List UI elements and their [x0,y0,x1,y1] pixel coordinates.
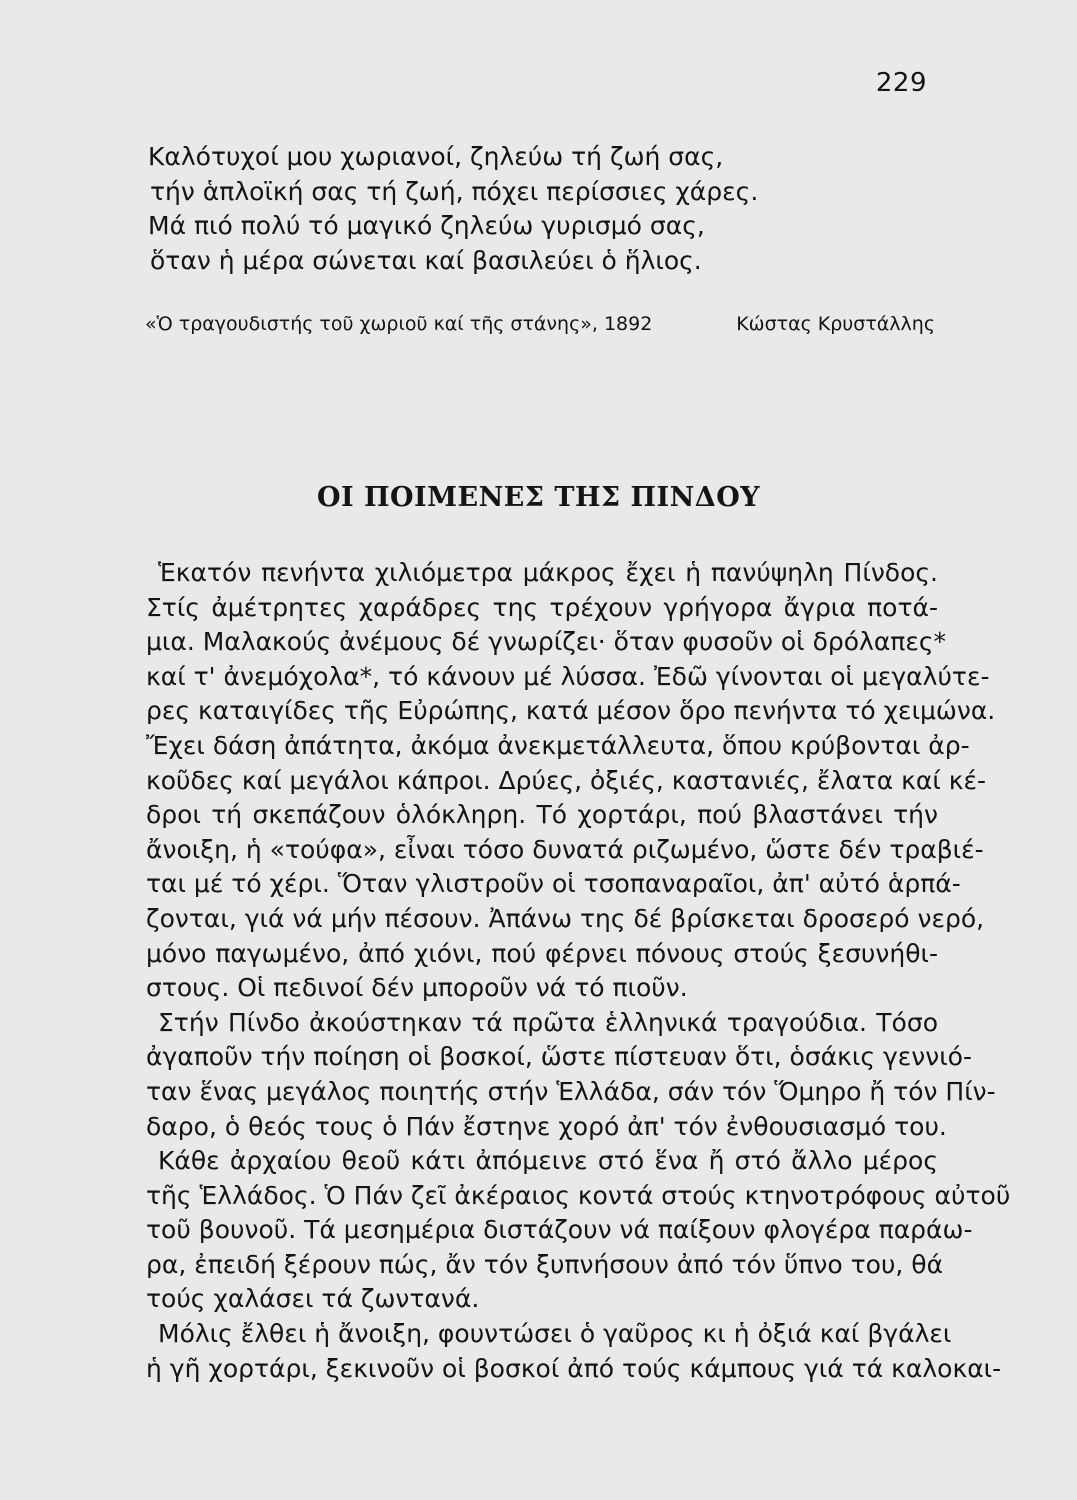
body-line: ζονται, γιά νά μήν πέσουν. Ἀπάνω της δέ βρίσκεται δροσερό νερό, [146,903,985,933]
body-line: Ἑκατόν πενήντα χιλιόμετρα μάκρος ἔχει ἡ πανύψηλη Πίνδος. [158,558,938,587]
citation-source: «Ὁ τραγουδιστής τοῦ χωριοῦ καί τῆς στάνης», 1892 [145,313,653,335]
poem-line: Μά πιό πολύ τό μαγικό ζηλεύω γυρισμό σας, [148,211,705,240]
body-line: ἡ γῆ χορτάρι, ξεκινοῦν οἱ βοσκοί ἀπό τούς κάμπους γιά τά καλοκαι- [146,1353,1002,1383]
page-number: 229 [875,68,927,98]
chapter-heading: ΟΙ ΠΟΙΜΕΝΕΣ ΤΗΣ ΠΙΝΔΟΥ [316,482,761,513]
citation-author: Κώστας Κρυστάλλης [736,313,935,335]
body-line: Κάθε ἀρχαίου θεοῦ κάτι ἀπόμεινε στό ἕνα ἤ στό ἄλλο μέρος [158,1146,938,1176]
body-line: κοῦδες καί μεγάλοι κάπροι. Δρύες, ὀξιές, καστανιές, ἔλατα καί κέ- [146,765,987,795]
poem-line: Καλότυχοί μου χωριανοί, ζηλεύω τή ζωή σας, [148,142,724,171]
body-line: ταν ἕνας μεγάλος ποιητής στήν Ἑλλάδα, σάν τόν Ὅμηρο ἤ τόν Πίν- [146,1076,996,1106]
body-text [146,556,1011,1386]
body-line: στους. Οἱ πεδινοί δέν μποροῦν νά τό πιοῦν. [146,973,688,1003]
body-line: μόνο παγωμένο, ἀπό χιόνι, πού φέρνει πόνους στούς ξεσυνήθι- [146,938,938,968]
body-line: Στίς ἀμέτρητες χαράδρες της τρέχουν γρήγορα ἄγρια ποτά- [146,592,938,622]
epigraph-citation [145,313,935,335]
body-line: ται μέ τό χέρι. Ὅταν γλιστροῦν οἱ τσοπαναραῖοι, ἀπ' αὐτό ἁρπά- [146,869,961,899]
epigraph-poem [148,140,948,278]
body-line: ρα, ἐπειδή ξέρουν πώς, ἄν τόν ξυπνήσουν ἀπό τόν ὕπνο του, θά [146,1249,944,1279]
body-line: δαρο, ὁ θεός τους ὁ Πάν ἔστηνε χορό ἀπ' τόν ἐνθουσιασμό του. [146,1111,947,1141]
body-line: Ἔχει δάση ἀπάτητα, ἀκόμα ἀνεκμετάλλευτα, ὅπου κρύβονται ἀρ- [146,730,970,760]
body-line: δροι τή σκεπάζουν ὁλόκληρη. Τό χορτάρι, πού βλαστάνει τήν [146,800,938,830]
body-line: ἀγαποῦν τήν ποίηση οἱ βοσκοί, ὥστε πίστευαν ὅτι, ὁσάκις γεννιό- [146,1042,972,1072]
body-line: Στήν Πίνδο ἀκούστηκαν τά πρῶτα ἑλληνικά τραγούδια. Τόσο [158,1007,938,1037]
body-line: τοῦ βουνοῦ. Τά μεσημέρια διστάζουν νά παίξουν φλογέρα παράω- [146,1215,973,1245]
body-line: τῆς Ἑλλάδος. Ὁ Πάν ζεῖ ἀκέραιος κοντά στούς κτηνοτρόφους αὐτοῦ [146,1180,1011,1210]
body-line: Μόλις ἔλθει ἡ ἄνοιξη, φουντώσει ὁ γαῦρος κι ἡ ὀξιά καί βγάλει [158,1319,952,1349]
body-line: καί τ' ἀνεμόχολα*, τό κάνουν μέ λύσσα. Ἐδῶ γίνονται οἱ μεγαλύτε- [146,661,990,691]
body-line: ρες καταιγίδες τῆς Εὐρώπης, κατά μέσον ὅρο πενήντα τό χειμώνα. [146,696,996,726]
poem-line: τήν ἁπλοϊκή σας τή ζωή, πόχει περίσσιες χάρες. [150,176,759,206]
body-line: μια. Μαλακούς ἀνέμους δέ γνωρίζει· ὅταν φυσοῦν οἱ δρόλαπες* [146,627,947,657]
body-line: τούς χαλάσει τά ζωντανά. [146,1284,480,1314]
body-line: ἄνοιξη, ἡ «τούφα», εἶναι τόσο δυνατά ριζωμένο, ὥστε δέν τραβιέ- [146,834,984,864]
poem-line: ὅταν ἡ μέρα σώνεται καί βασιλεύει ὁ ἥλιος. [150,245,702,275]
